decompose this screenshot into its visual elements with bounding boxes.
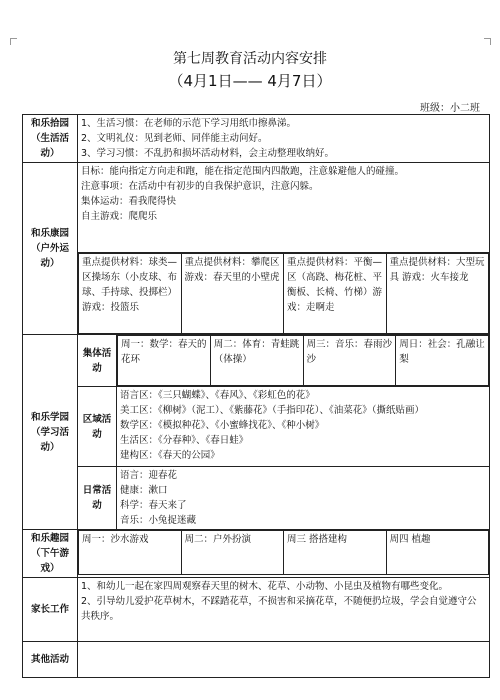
date-range: （4月1日—— 4月7日） — [168, 72, 332, 90]
other-content — [78, 642, 490, 678]
life-line: 3、学习习惯：不乱扔和损坏活动材料，会主动整理收纳好。 — [81, 148, 335, 159]
area-line: 美工区：《柳树》（泥工）、《紫藤花》（手指印花）、《油菜花》（撕纸贴画） — [120, 405, 425, 416]
health-goals — [78, 163, 490, 253]
study-group-days — [117, 335, 490, 387]
materials-grid — [78, 253, 489, 334]
class-label: 班级：小二班 — [420, 103, 480, 114]
row-health-goals — [23, 163, 490, 253]
daily-line: 健康：漱口 — [120, 485, 168, 496]
play-days-grid — [78, 530, 489, 575]
parents-line: 2、引导幼儿爱护花草树木，不踩踏花草，不损害和采摘花草，不随便扔垃圾，学会自觉遵守公共秩序。 — [81, 596, 477, 622]
page-title: 第七周教育活动内容安排 — [173, 51, 327, 67]
corner-mark-left — [10, 38, 17, 45]
row-life — [23, 115, 490, 163]
health-materials — [78, 253, 490, 335]
row-health-materials — [23, 253, 490, 335]
study-group-label: 集体活动 — [78, 335, 117, 387]
row-study-daily — [23, 467, 490, 530]
area-line: 生活区：《分春种》、《春日蛙》 — [120, 435, 249, 446]
daily-line: 音乐：小兔捉迷藏 — [120, 515, 197, 526]
area-line: 语言区：《三只蝴蝶》、《春风》、《彩虹色的花》 — [120, 390, 315, 401]
group-day-cell: 周二：体育：青蛙跳（体操） — [210, 336, 303, 386]
health-goal: 目标：能向指定方向走和跑，能在指定范围内四散跑，注意躲避他人的碰撞。 — [81, 166, 405, 177]
play-day-cell: 周四 植趣 — [386, 531, 489, 575]
area-line: 数学区：《模拟种花》、《小蜜蜂找花》、《种小树》 — [120, 420, 325, 431]
daily-line: 语言：迎春花 — [120, 470, 178, 481]
health-group: 集体运动：看我爬得快 — [81, 196, 177, 207]
study-area-content — [117, 387, 490, 467]
play-day-cell: 周二：户外扮演 — [181, 531, 284, 575]
area-line: 建构区：《春天的公园》 — [120, 450, 220, 461]
section-other-name: 其他活动 — [23, 642, 78, 678]
schedule-table — [22, 114, 490, 678]
parents-line: 1、和幼儿一起在家四周观察春天里的树木、花草、小动物、小昆虫及植物有哪些变化。 — [81, 581, 449, 592]
section-life-name: 和乐拾园（生活活动） — [23, 115, 78, 163]
play-days — [78, 530, 490, 578]
parents-content — [78, 578, 490, 642]
row-study-area — [23, 387, 490, 467]
row-play — [23, 530, 490, 578]
group-day-cell: 周三：音乐：春雨沙沙 — [303, 336, 396, 386]
health-free: 自主游戏：爬爬乐 — [81, 211, 158, 222]
daily-line: 科学：春天来了 — [120, 500, 187, 511]
section-life-content — [78, 115, 490, 163]
material-cell: 重点提供材料：大型玩具 游戏：火车接龙 — [386, 254, 489, 334]
life-line: 2、文明礼仪：见到老师、同伴能主动问好。 — [81, 133, 268, 144]
material-cell: 重点提供材料：平衡—区（高跷、梅花桩、平衡板、长椅、竹梯）游戏：走啊走 — [284, 254, 387, 334]
study-area-label: 区域活动 — [78, 387, 117, 467]
row-study-group — [23, 335, 490, 387]
material-cell: 重点提供材料：攀爬区 游戏：春天里的小壁虎 — [181, 254, 284, 334]
section-health-name: 和乐康园（户外运动） — [23, 163, 78, 335]
health-note: 注意事项：在活动中有初步的自我保护意识，注意闪躲。 — [81, 181, 319, 192]
life-line: 1、生活习惯：在老师的示范下学习用纸巾擦鼻涕。 — [81, 118, 297, 129]
corner-mark-right — [484, 38, 491, 45]
material-cell: 重点提供材料：球类—区操场东（小皮球、布球、手持球、投掷栏）游戏：投篮乐 — [79, 254, 182, 334]
section-study-name: 和乐学园（学习活动） — [23, 335, 78, 530]
section-play-name: 和乐趣园（下午游戏） — [23, 530, 78, 578]
group-days-grid — [117, 335, 489, 386]
group-day-cell: 周日：社会：孔融让梨 — [396, 336, 489, 386]
play-day-cell: 周一：沙水游戏 — [79, 531, 182, 575]
play-day-cell: 周三 搭搭建构 — [284, 531, 387, 575]
study-daily-label: 日常活动 — [78, 467, 117, 530]
section-parents-name: 家长工作 — [23, 578, 78, 642]
row-other — [23, 642, 490, 678]
study-daily-content — [117, 467, 490, 530]
group-day-cell: 周一：数学：春天的花环 — [118, 336, 211, 386]
row-parents — [23, 578, 490, 642]
